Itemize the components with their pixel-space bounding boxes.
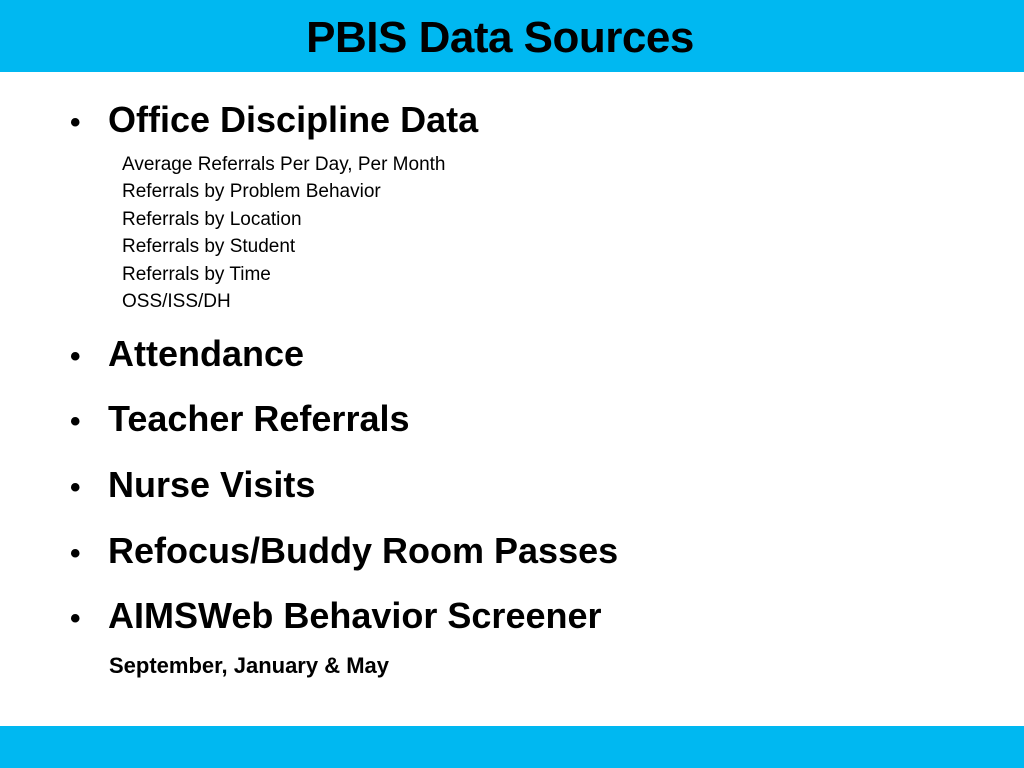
bullet-dot: • (70, 471, 81, 504)
bullet-label: AIMSWeb Behavior Screener (108, 595, 602, 636)
bullet-label: Refocus/Buddy Room Passes (108, 530, 619, 571)
bullet-label: Nurse Visits (108, 464, 316, 505)
bullet-dot: • (70, 106, 81, 139)
bullet-dot: • (70, 340, 81, 373)
bullet-attendance (70, 332, 304, 379)
slide-title: PBIS Data Sources (306, 13, 694, 62)
bullet-dot: • (70, 602, 81, 635)
sub-item: Average Referrals Per Day, Per Month (122, 154, 446, 175)
bullet-dot: • (70, 537, 81, 570)
bullet-aimsweb-behavior-screener (70, 594, 602, 641)
bullet-label: Office Discipline Data (108, 99, 479, 140)
bullet-teacher-referrals (70, 397, 410, 444)
sub-item: Referrals by Time (122, 263, 271, 285)
screener-schedule-note: September, January & May (109, 653, 390, 678)
office-discipline-sublist (122, 151, 446, 315)
sub-item: Referrals by Problem Behavior (122, 181, 381, 203)
bullet-dot: • (70, 405, 81, 438)
bullet-label: Teacher Referrals (108, 398, 410, 439)
bullet-nurse-visits (70, 463, 315, 510)
sub-item: OSS/ISS/DH (122, 291, 231, 313)
bullet-refocus-buddy-room-passes (70, 529, 618, 576)
bullet-office-discipline-data (70, 98, 478, 145)
bullet-label: Attendance (108, 333, 305, 374)
sub-item: Referrals by Student (122, 236, 296, 258)
footer-bar (0, 726, 1024, 768)
sub-item: Referrals by Location (122, 208, 302, 230)
